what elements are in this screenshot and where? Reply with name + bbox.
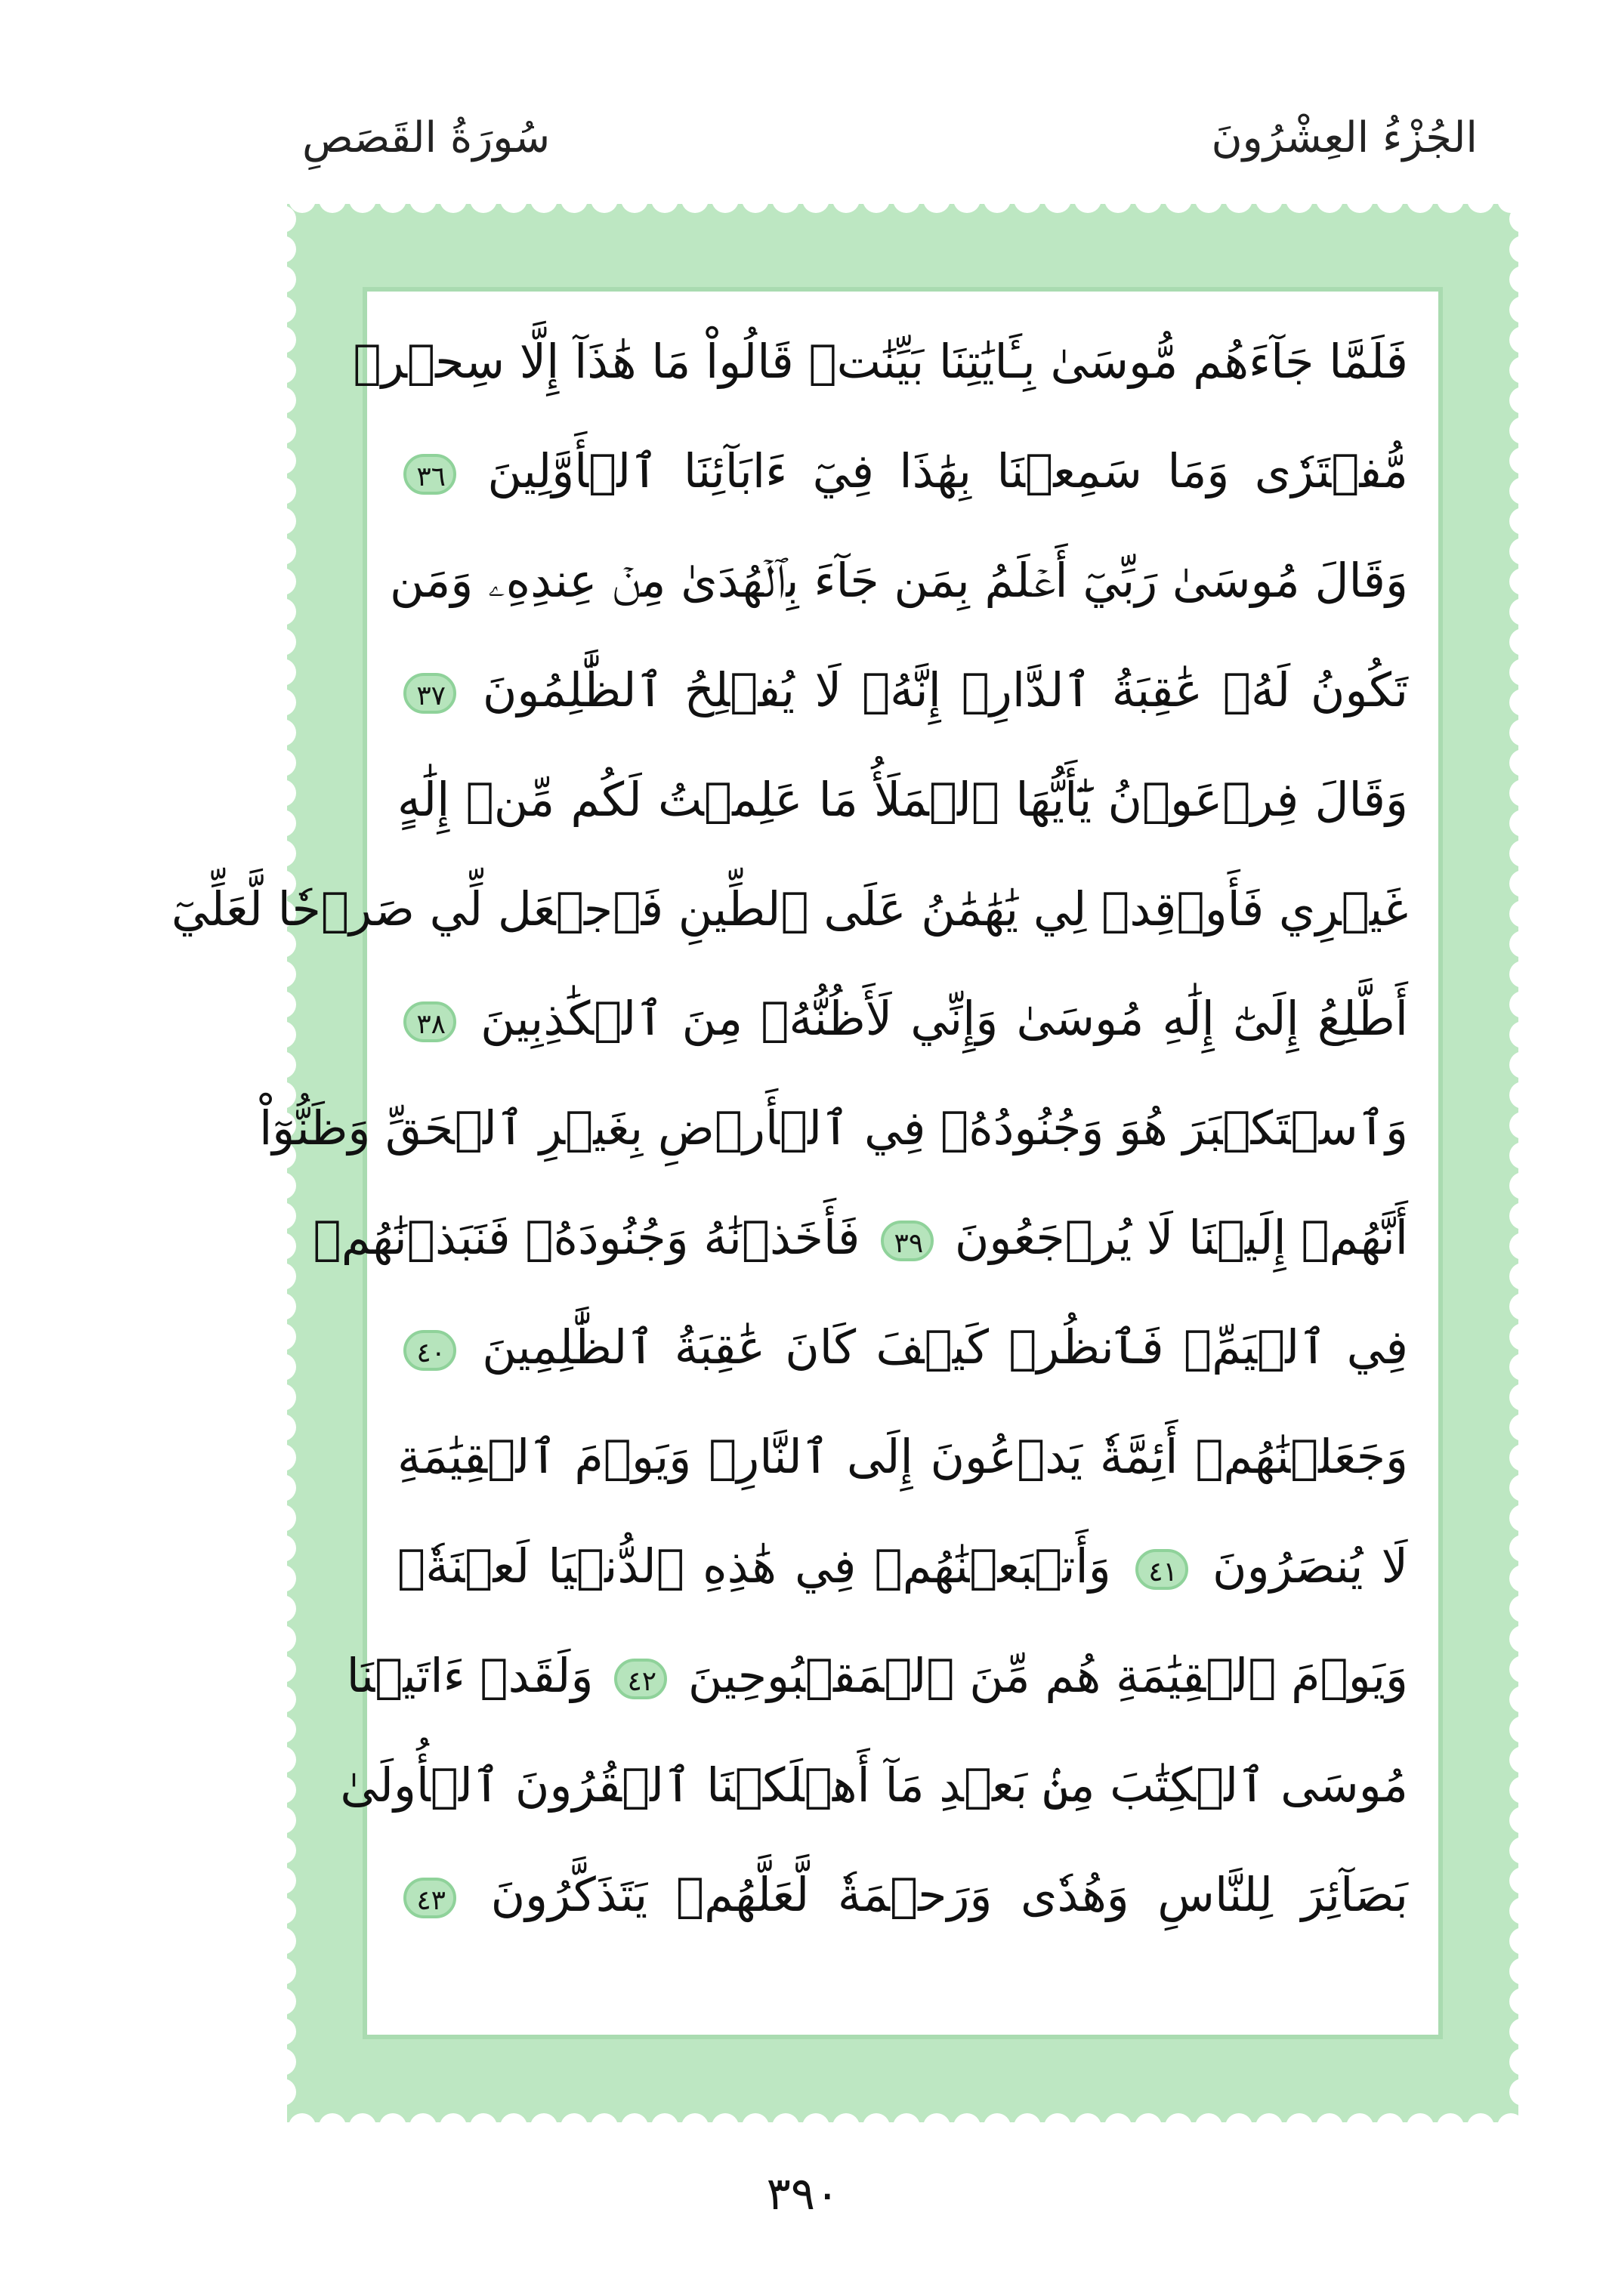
frame-scallop [1509, 1142, 1537, 1169]
text-line-12 [397, 1511, 1408, 1621]
frame-scallop [269, 1414, 296, 1441]
text-line-13 [346, 1621, 1408, 1730]
frame-scallop [269, 1263, 296, 1290]
frame-scallop [269, 1837, 296, 1864]
ayah-number-marker: ٤١ [1135, 1549, 1188, 1590]
frame-scallop [269, 2078, 296, 2106]
frame-scallop [269, 1867, 296, 1894]
frame-scallop [1509, 1625, 1537, 1653]
frame-scallop [984, 186, 1011, 213]
frame-scallop [269, 1444, 296, 1471]
frame-scallop [530, 2113, 557, 2140]
text-line-11 [397, 1402, 1408, 1511]
frame-scallop [1509, 1776, 1537, 1804]
frame-scallop [1509, 1082, 1537, 1109]
text-line-5 [397, 745, 1408, 854]
frame-scallop [1509, 387, 1537, 414]
frame-scallop [269, 356, 296, 384]
frame-scallop [1195, 186, 1222, 213]
frame-scallop [561, 2113, 588, 2140]
frame-scallop [953, 186, 981, 213]
frame-scallop [269, 1625, 296, 1653]
frame-scallop [1225, 186, 1252, 213]
frame-scallop [1509, 568, 1537, 595]
frame-scallop [269, 689, 296, 716]
frame-scallop [349, 186, 376, 213]
frame-scallop [893, 186, 920, 213]
frame-scallop [269, 1565, 296, 1592]
frame-scallop [269, 1716, 296, 1743]
frame-scallop [712, 2113, 739, 2140]
frame-scallop [1225, 2113, 1252, 2140]
text-lines [171, 307, 1409, 1949]
frame-scallop [923, 2113, 950, 2140]
ayah-number-marker: ٤٣ [403, 1878, 456, 1918]
text-line-10 [397, 1292, 1408, 1402]
frame-scallop [269, 508, 296, 535]
line-text-continued: فَأَخَذۡنَٰهُ وَجُنُودَهُۥ فَنَبَذۡنَٰهُمۡ [313, 1210, 860, 1265]
frame-scallop [1255, 2113, 1283, 2140]
frame-scallop [984, 2113, 1011, 2140]
frame-scallop [1509, 1293, 1537, 1320]
frame-scallop [269, 1988, 296, 2015]
line-text: أَطَّلِعُ إِلَىٰٓ إِلَٰهِ مُوسَىٰ وَإِنِّي لَأَظُنُّهُۥ مِنَ ٱلۡكَٰذِبِينَ [480, 991, 1408, 1046]
frame-scallop [269, 387, 296, 414]
frame-scallop [681, 2113, 709, 2140]
frame-scallop [1437, 2113, 1464, 2140]
frame-scallop [1509, 689, 1537, 716]
text-line-9 [313, 1183, 1408, 1292]
frame-scallop [802, 186, 829, 213]
line-text: تَكُونُ لَهُۥ عَٰقِبَةُ ٱلدَّارِۚ إِنَّهُۥ لَا يُفۡلِحُ ٱلظَّٰلِمُونَ [482, 662, 1408, 718]
frame-scallop [1437, 186, 1464, 213]
surah-title: سُورَةُ القَصَصِ [302, 113, 551, 162]
line-text: وَيَوۡمَ ٱلۡقِيَٰمَةِ هُم مِّنَ ٱلۡمَقۡبُوحِينَ [687, 1648, 1408, 1703]
frame-scallop [269, 417, 296, 444]
frame-scallop [269, 1656, 296, 1683]
frame-scallop [440, 186, 467, 213]
frame-scallop [269, 810, 296, 837]
frame-scallop [1509, 417, 1537, 444]
frame-scallop [1509, 1686, 1537, 1713]
frame-scallop [269, 1293, 296, 1320]
frame-scallop [269, 538, 296, 565]
frame-scallop [1509, 1897, 1537, 1924]
frame-scallop [953, 2113, 981, 2140]
frame-scallop [832, 2113, 860, 2140]
frame-scallop [269, 1353, 296, 1381]
frame-scallop [269, 1897, 296, 1924]
frame-scallop [500, 2113, 527, 2140]
frame-scallop [1509, 961, 1537, 988]
frame-scallop [1509, 1414, 1537, 1441]
frame-scallop [1135, 186, 1162, 213]
frame-scallop [1509, 1444, 1537, 1471]
frame-scallop [621, 2113, 648, 2140]
frame-scallop [269, 447, 296, 474]
frame-scallop [269, 477, 296, 505]
frame-scallop [1346, 2113, 1373, 2140]
frame-scallop [1509, 900, 1537, 927]
frame-scallop [1074, 2113, 1101, 2140]
line-text: فَلَمَّا جَآءَهُم مُّوسَىٰ بِـَٔايَٰتِنَا بَيِّنَٰتٖ قَالُواْ مَا هَٰذَآ إِلَّا سِحۡرٞ [353, 334, 1408, 389]
frame-scallop [1509, 1656, 1537, 1683]
frame-scallop [1509, 205, 1537, 233]
line-text: وَقَالَ فِرۡعَوۡنُ يَٰٓأَيُّهَا ٱلۡمَلَأُ مَا عَلِمۡتُ لَكُم مِّنۡ إِلَٰهٍ [397, 772, 1408, 827]
frame-scallop [802, 2113, 829, 2140]
frame-scallop [1509, 598, 1537, 625]
frame-scallop [1509, 1595, 1537, 1622]
frame-scallop [269, 1807, 296, 1834]
frame-scallop [1509, 1353, 1537, 1381]
frame-scallop [269, 598, 296, 625]
decorative-frame [171, 204, 1518, 2122]
frame-scallop [1165, 186, 1192, 213]
frame-scallop [269, 1021, 296, 1048]
frame-scallop [269, 296, 296, 323]
text-line-2 [397, 416, 1408, 526]
frame-scallop [1509, 1716, 1537, 1743]
frame-scallop [269, 266, 296, 293]
frame-scallop [440, 2113, 467, 2140]
frame-scallop [379, 186, 406, 213]
frame-scallop [1509, 1021, 1537, 1048]
frame-scallop [1509, 2048, 1537, 2075]
frame-scallop [1509, 1384, 1537, 1411]
juz-title: الجُزْءُ العِشْرُونَ [1211, 113, 1478, 162]
frame-scallop [409, 2113, 437, 2140]
frame-scallop [1509, 538, 1537, 565]
ayah-number-marker: ٣٩ [881, 1221, 934, 1261]
frame-scallop [269, 1323, 296, 1350]
frame-scallop [1509, 1263, 1537, 1290]
frame-scallop [269, 659, 296, 686]
line-text: بَصَآئِرَ لِلنَّاسِ وَهُدٗى وَرَحۡمَةٗ لَّعَلَّهُمۡ يَتَذَكَّرُونَ [490, 1867, 1408, 1922]
frame-scallop [1044, 186, 1071, 213]
line-text: مُّفۡتَرٗى وَمَا سَمِعۡنَا بِهَٰذَا فِيٓ ءَابَآئِنَا ٱلۡأَوَّلِينَ [487, 443, 1409, 498]
frame-scallop [269, 1746, 296, 1773]
text-line-4 [397, 635, 1408, 745]
frame-scallop [1509, 840, 1537, 867]
ayah-number-marker: ٤٠ [403, 1330, 456, 1371]
frame-scallop [1509, 447, 1537, 474]
frame-scallop [1195, 2113, 1222, 2140]
frame-scallop [1074, 186, 1101, 213]
frame-scallop [1316, 2113, 1343, 2140]
frame-scallop [1497, 2113, 1524, 2140]
frame-scallop [1509, 236, 1537, 263]
frame-scallop [863, 2113, 890, 2140]
frame-scallop [1467, 2113, 1494, 2140]
frame-scallop [1509, 326, 1537, 353]
frame-scallop [1376, 2113, 1404, 2140]
frame-scallop [269, 1595, 296, 1622]
frame-scallop [1509, 1051, 1537, 1079]
text-line-14 [340, 1730, 1408, 1840]
frame-scallop [1407, 2113, 1434, 2140]
frame-scallop [409, 186, 437, 213]
frame-scallop [832, 186, 860, 213]
line-text: وَقَالَ مُوسَىٰ رَبِّيٓ أَعۡلَمُ بِمَن جَآءَ بِٱلۡهُدَىٰ مِنۡ عِندِهِۦ وَمَن [389, 553, 1408, 608]
frame-scallop [1509, 1988, 1537, 2015]
frame-scallop [1509, 1323, 1537, 1350]
frame-scallop [1014, 2113, 1041, 2140]
frame-scallop [863, 186, 890, 213]
frame-scallop [1509, 2018, 1537, 2045]
line-text: لَا يُنصَرُونَ [1212, 1538, 1408, 1594]
frame-scallop [742, 2113, 769, 2140]
frame-scallop [1509, 1746, 1537, 1773]
frame-scallop [1509, 1172, 1537, 1199]
frame-scallop [1509, 779, 1537, 807]
frame-scallop [269, 1686, 296, 1713]
frame-scallop [1509, 1867, 1537, 1894]
frame-scallop [1044, 2113, 1071, 2140]
line-text-continued: وَلَقَدۡ ءَاتَيۡنَا [346, 1648, 594, 1703]
frame-scallop [269, 236, 296, 263]
frame-scallop [269, 1535, 296, 1562]
frame-scallop [269, 1776, 296, 1804]
line-text: أَنَّهُمۡ إِلَيۡنَا لَا يُرۡجَعُونَ [954, 1210, 1408, 1265]
frame-scallop [269, 1474, 296, 1501]
frame-scallop [1014, 186, 1041, 213]
frame-scallop [1509, 1535, 1537, 1562]
frame-scallop [1509, 1807, 1537, 1834]
frame-scallop [621, 186, 648, 213]
text-line-8 [259, 1073, 1408, 1183]
frame-scallop [1509, 508, 1537, 535]
frame-scallop [1407, 186, 1434, 213]
text-line-6 [171, 854, 1408, 964]
line-text: وَٱسۡتَكۡبَرَ هُوَ وَجُنُودُهُۥ فِي ٱلۡأَرۡضِ بِغَيۡرِ ٱلۡحَقِّ وَظَنُّوٓاْ [259, 1100, 1408, 1156]
frame-scallop [349, 2113, 376, 2140]
frame-scallop [561, 186, 588, 213]
frame-scallop [1135, 2113, 1162, 2140]
line-text: وَجَعَلۡنَٰهُمۡ أَئِمَّةٗ يَدۡعُونَ إِلَى ٱلنَّارِۖ وَيَوۡمَ ٱلۡقِيَٰمَةِ [397, 1429, 1408, 1484]
frame-scallop [269, 205, 296, 233]
frame-scallop [923, 186, 950, 213]
text-line-15 [397, 1840, 1408, 1949]
frame-scallop [1509, 266, 1537, 293]
frame-scallop [1376, 186, 1404, 213]
frame-scallop [319, 2113, 346, 2140]
frame-scallop [1509, 2078, 1537, 2106]
frame-scallop [1509, 356, 1537, 384]
frame-scallop [269, 2018, 296, 2045]
frame-scallop [269, 326, 296, 353]
page-number: ٣٩٠ [766, 2168, 840, 2220]
frame-scallop [470, 2113, 497, 2140]
frame-scallop [1509, 749, 1537, 776]
frame-scallop [319, 186, 346, 213]
frame-scallop [1509, 1202, 1537, 1230]
frame-scallop [269, 1958, 296, 1985]
frame-scallop [1509, 1837, 1537, 1864]
frame-scallop [1509, 296, 1537, 323]
frame-scallop [1509, 659, 1537, 686]
frame-scallop [269, 961, 296, 988]
frame-scallop [1509, 1504, 1537, 1532]
line-text: فِي ٱلۡيَمِّۖ فَٱنظُرۡ كَيۡفَ كَانَ عَٰقِبَةُ ٱلظَّٰلِمِينَ [482, 1319, 1408, 1375]
frame-scallop [1509, 870, 1537, 897]
frame-scallop [269, 719, 296, 746]
frame-scallop [1509, 1565, 1537, 1592]
frame-scallop [1286, 186, 1313, 213]
line-text: مُوسَى ٱلۡكِتَٰبَ مِنۢ بَعۡدِ مَآ أَهۡلَكۡنَا ٱلۡقُرُونَ ٱلۡأُولَىٰ [340, 1757, 1408, 1813]
frame-scallop [269, 1233, 296, 1260]
ayah-number-marker: ٤٢ [614, 1659, 667, 1699]
frame-scallop [1509, 628, 1537, 656]
frame-scallop [269, 991, 296, 1018]
text-line-3 [389, 526, 1408, 635]
frame-scallop [1509, 477, 1537, 505]
frame-scallop [1509, 930, 1537, 958]
frame-scallop [269, 1384, 296, 1411]
frame-scallop [591, 186, 618, 213]
frame-scallop [1509, 1474, 1537, 1501]
frame-scallop [1509, 810, 1537, 837]
ayah-number-marker: ٣٧ [403, 673, 456, 714]
line-text: غَيۡرِي فَأَوۡقِدۡ لِي يَٰهَٰمَٰنُ عَلَى ٱلطِّينِ فَٱجۡعَل لِّي صَرۡحٗا لَّعَلِّيٓ [171, 881, 1408, 937]
frame-scallop [742, 186, 769, 213]
frame-scallop [289, 186, 316, 213]
ayah-number-marker: ٣٦ [403, 454, 456, 495]
frame-scallop [269, 779, 296, 807]
frame-scallop [712, 186, 739, 213]
text-line-1 [353, 307, 1408, 416]
frame-scallop [772, 186, 799, 213]
frame-scallop [269, 1927, 296, 1955]
frame-scallop [379, 2113, 406, 2140]
frame-scallop [1509, 1112, 1537, 1139]
frame-scallop [1104, 2113, 1132, 2140]
frame-scallop [893, 2113, 920, 2140]
frame-scallop [1509, 991, 1537, 1018]
frame-scallop [289, 2113, 316, 2140]
frame-scallop [269, 1504, 296, 1532]
frame-scallop [470, 186, 497, 213]
line-text-continued: وَأَتۡبَعۡنَٰهُمۡ فِي هَٰذِهِ ٱلدُّنۡيَا لَعۡنَةٗۖ [397, 1538, 1111, 1594]
frame-scallop [1509, 719, 1537, 746]
frame-scallop [530, 186, 557, 213]
frame-scallop [500, 186, 527, 213]
ayah-number-marker: ٣٨ [403, 1001, 456, 1042]
text-panel [171, 287, 1443, 2039]
frame-scallop [269, 2048, 296, 2075]
frame-scallop [1104, 186, 1132, 213]
frame-scallop [651, 186, 678, 213]
frame-scallop [1286, 2113, 1313, 2140]
frame-scallop [1165, 2113, 1192, 2140]
frame-scallop [269, 568, 296, 595]
frame-scallop [1509, 1233, 1537, 1260]
frame-scallop [772, 2113, 799, 2140]
frame-scallop [269, 1202, 296, 1230]
frame-scallop [269, 749, 296, 776]
frame-scallop [1255, 186, 1283, 213]
frame-scallop [1346, 186, 1373, 213]
frame-scallop [269, 628, 296, 656]
text-line-7 [397, 964, 1408, 1073]
frame-scallop [651, 2113, 678, 2140]
frame-scallop [1509, 1958, 1537, 1985]
frame-scallop [681, 186, 709, 213]
frame-scallop [1509, 1927, 1537, 1955]
frame-scallop [1316, 186, 1343, 213]
frame-scallop [1467, 186, 1494, 213]
frame-scallop [591, 2113, 618, 2140]
